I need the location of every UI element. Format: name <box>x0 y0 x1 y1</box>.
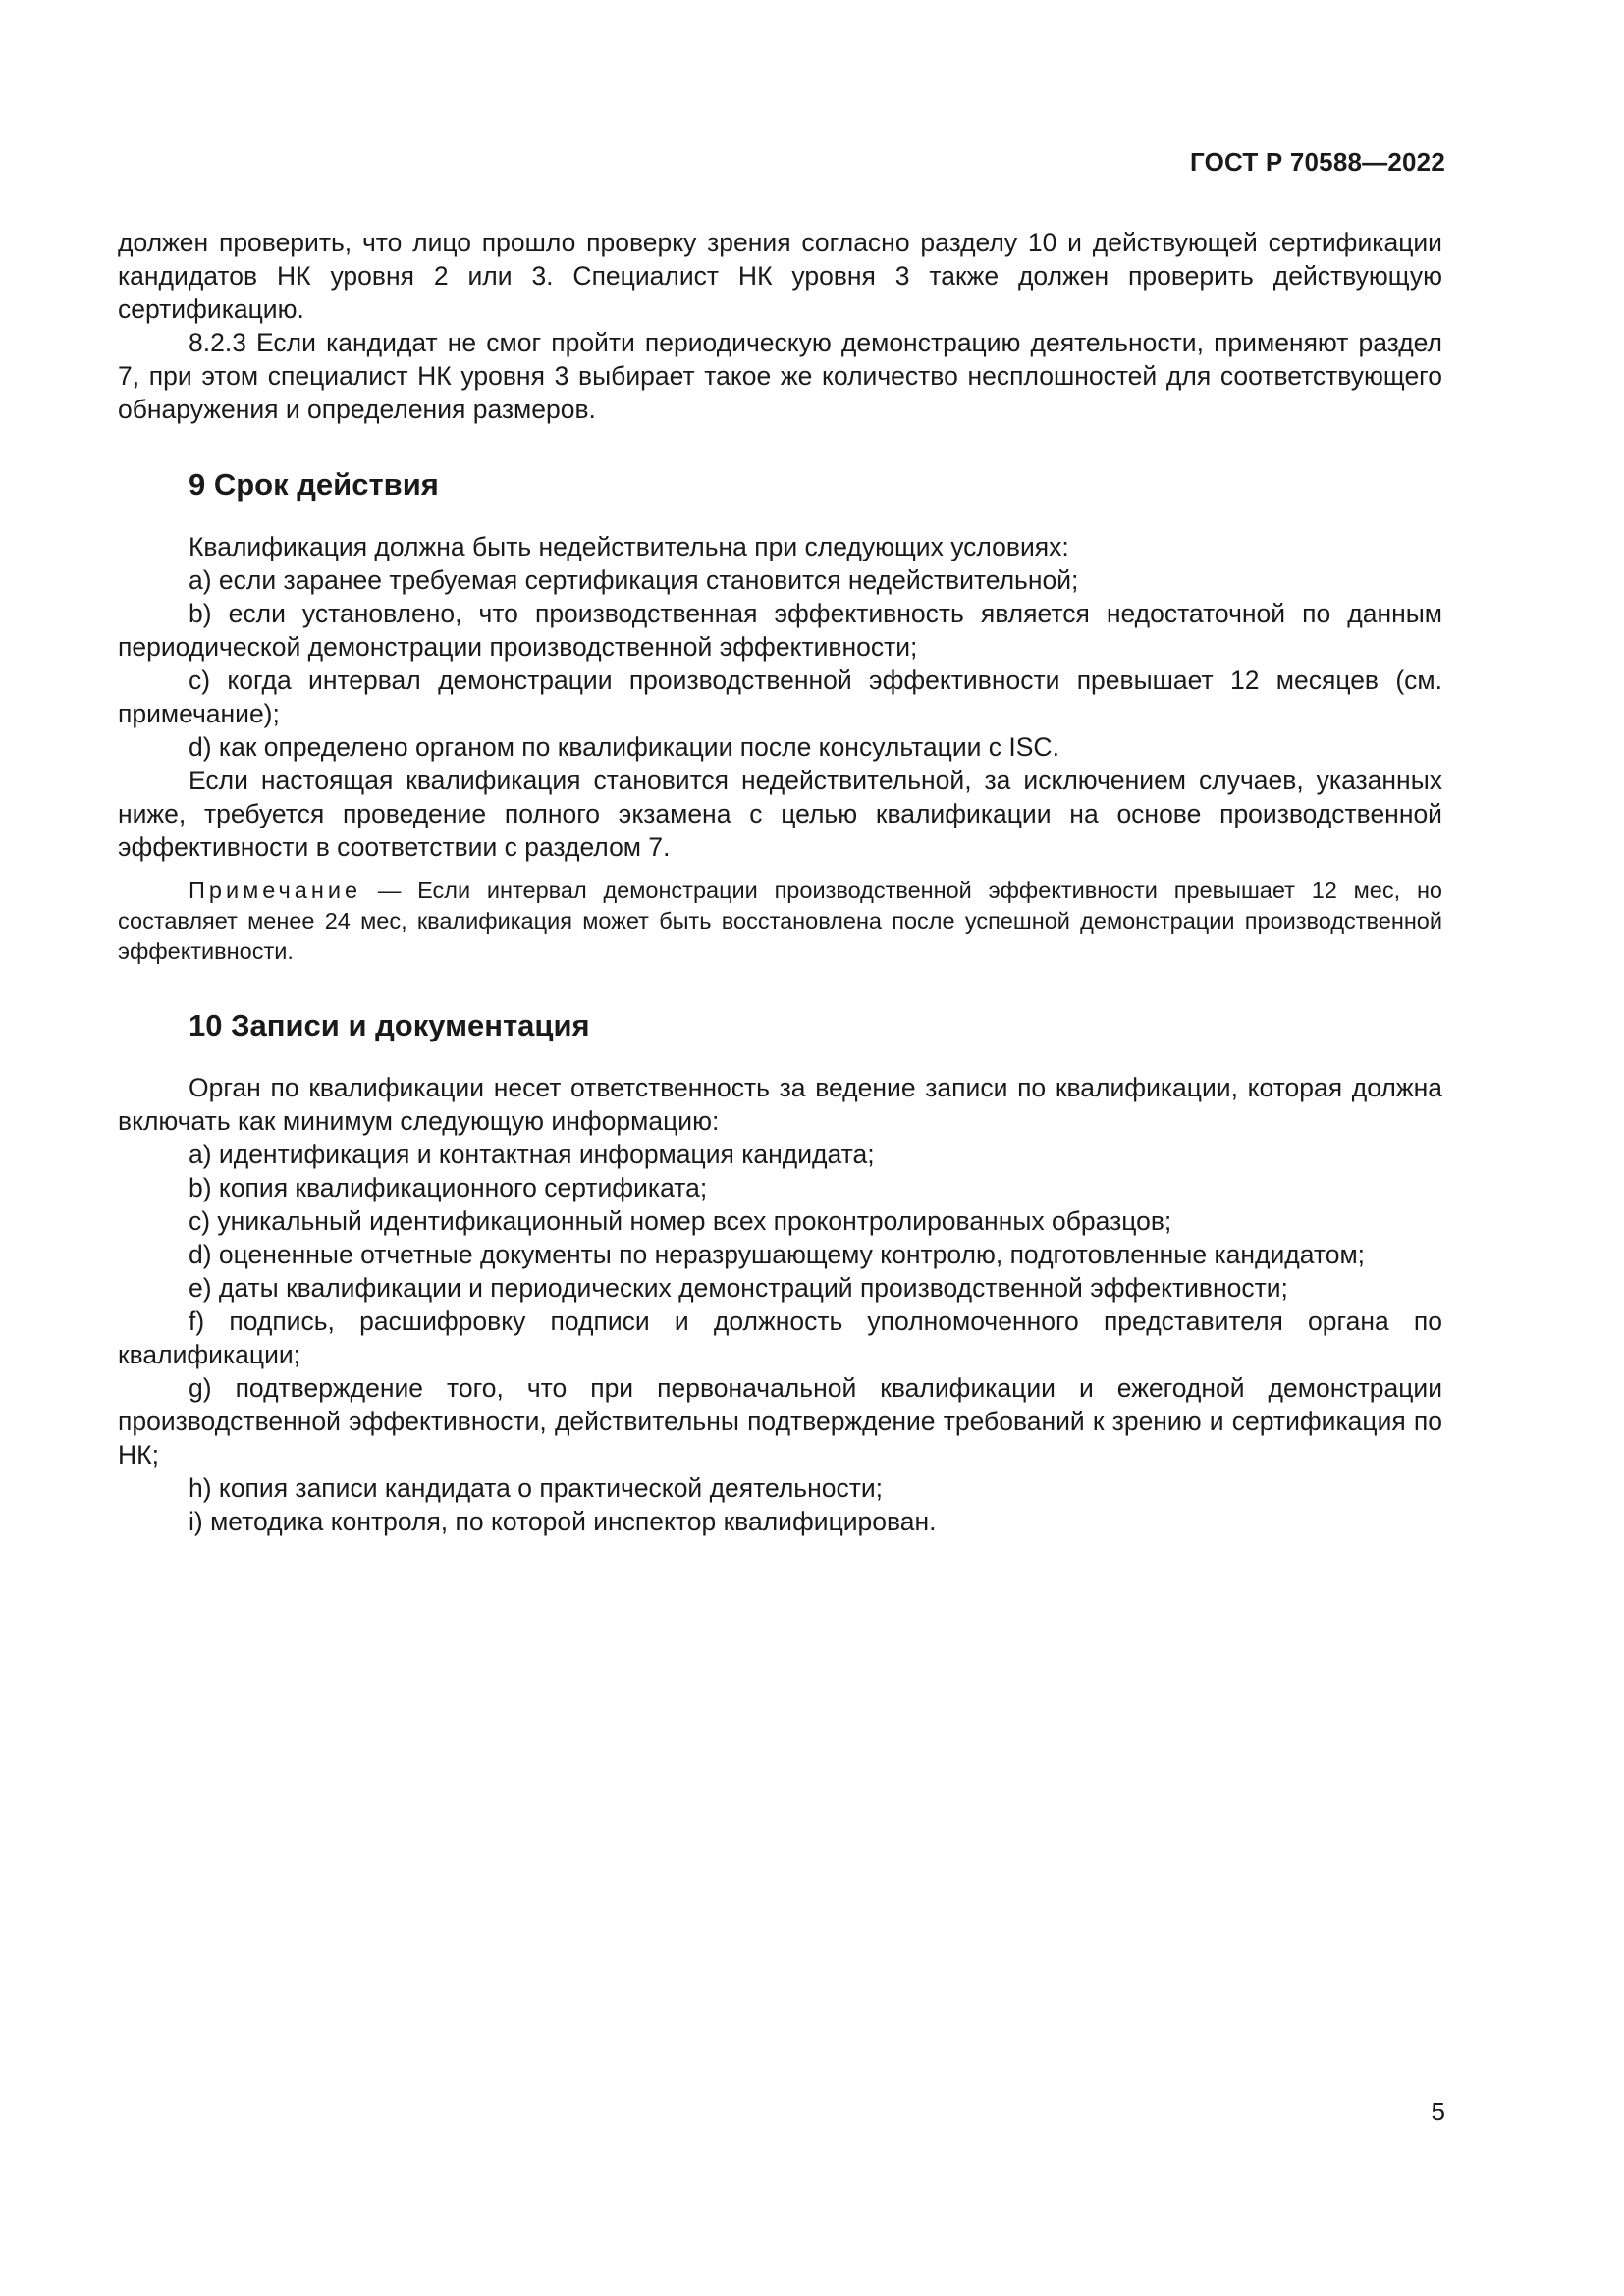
note-text: — Если интервал демонстрации производственной эффективности превышает 12 мес, но составляет менее 24 мес, квалификация может быть восстановлена после успешной демонстрации производственной эффективности. <box>118 878 1442 964</box>
section-10-item-i: i) методика контроля, по которой инспектор квалифицирован. <box>189 1507 937 1536</box>
section-10-item-e: e) даты квалификации и периодических демонстраций производственной эффективности; <box>189 1273 1288 1303</box>
document-body <box>118 226 1442 1538</box>
section-9-item-d: d) как определено органом по квалификации после консультации с ISC. <box>189 732 1059 762</box>
section-10-item-h: h) копия записи кандидата о практической деятельности; <box>189 1473 884 1503</box>
section-9-item-b: b) если установлено, что производственная эффективность является недостаточной по данным периодической демонстрации производственной эффективности; <box>118 599 1442 662</box>
section-10-item-a: a) идентификация и контактная информация кандидата; <box>189 1140 875 1169</box>
section-10-item-f: f) подпись, расшифровку подписи и должность уполномоченного представителя органа по квалификации; <box>118 1307 1442 1369</box>
section-10-item-b: b) копия квалификационного сертификата; <box>189 1173 708 1202</box>
standard-designation: ГОСТ Р 70588—2022 <box>1190 147 1445 177</box>
section-9-heading: 9 Срок действия <box>189 467 439 502</box>
section-9-note <box>118 876 1442 967</box>
continuation-paragraph: должен проверить, что лицо прошло проверку зрения согласно разделу 10 и действующей сертификации кандидатов НК уровня 2 или 3. Специалист НК уровня 3 также должен проверить действующую сертификацию. <box>118 228 1442 324</box>
section-9-lead: Квалификация должна быть недействительна при следующих условиях: <box>189 532 1069 561</box>
clause-8-2-3: 8.2.3 Если кандидат не смог пройти периодическую демонстрацию деятельности, применяют раздел 7, при этом специалист НК уровня 3 выбирает такое же количество несплошностей для соответствующего обнаружения и определения размеров. <box>118 328 1442 424</box>
page-number: 5 <box>1431 2097 1445 2126</box>
section-9-item-c: c) когда интервал демонстрации производственной эффективности превышает 12 месяцев (см. примечание); <box>118 666 1442 728</box>
section-10-heading: 10 Записи и документация <box>189 1008 590 1042</box>
section-10-item-c: c) уникальный идентификационный номер всех проконтролированных образцов; <box>189 1206 1172 1236</box>
section-9-closing: Если настоящая квалификация становится недействительной, за исключением случаев, указанных ниже, требуется проведение полного экзамена с целью квалификации на основе производственной эффективности в соответствии с разделом 7. <box>118 766 1442 862</box>
note-label: Примечание <box>189 878 362 903</box>
section-10-item-d: d) оцененные отчетные документы по неразрушающему контролю, подготовленные кандидатом; <box>189 1240 1366 1269</box>
section-10-item-g: g) подтверждение того, что при первоначальной квалификации и ежегодной демонстрации производственной эффективности, действительны подтверждение требований к зрению и сертификация по НК; <box>118 1373 1442 1469</box>
section-10-lead: Орган по квалификации несет ответственность за ведение записи по квалификации, которая должна включать как минимум следующую информацию: <box>118 1073 1442 1136</box>
section-9-item-a: a) если заранее требуемая сертификация становится недействительной; <box>189 565 1079 595</box>
